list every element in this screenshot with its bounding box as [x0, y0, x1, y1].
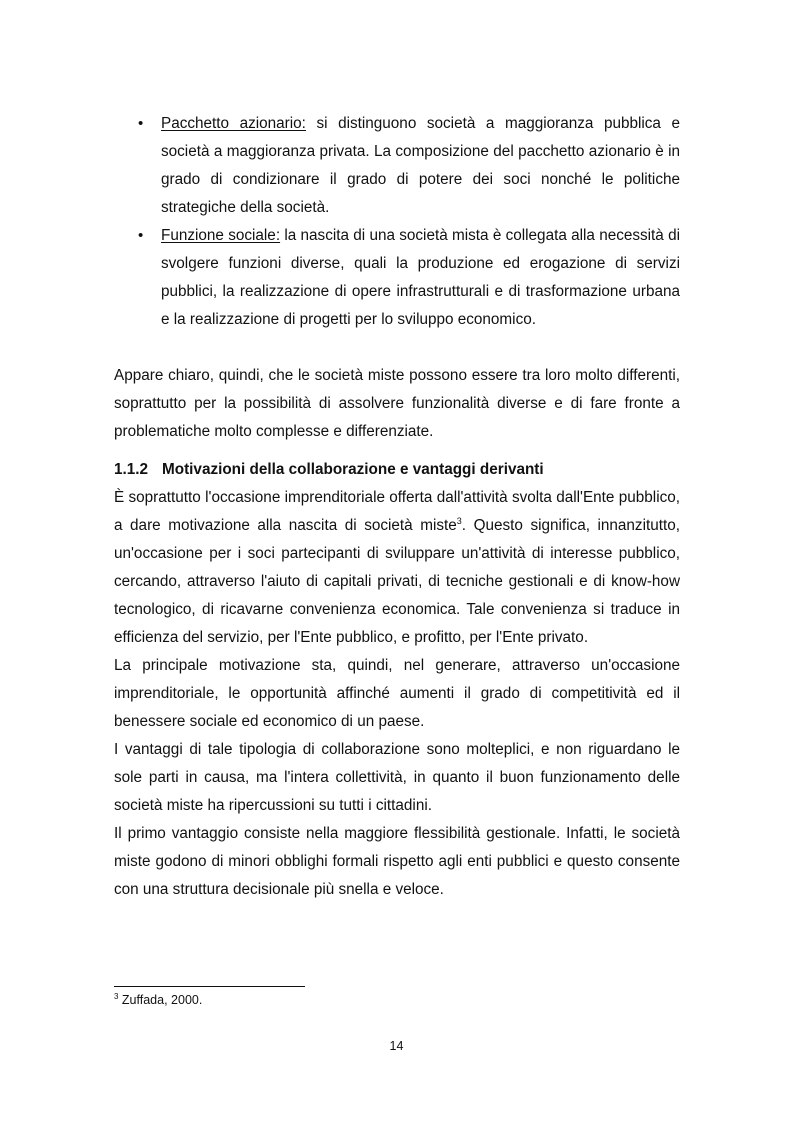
paragraph-2: La principale motivazione sta, quindi, nel generare, attraverso un'occasione imprenditoriale, le opportunità affinché aumenti il grado di competitività ed il benessere sociale ed economico di un paese. — [114, 657, 680, 730]
section-number: 1.1.2 — [114, 461, 149, 478]
paragraph-4: Il primo vantaggio consiste nella maggiore flessibilità gestionale. Infatti, le società miste godono di minori obblighi formali rispetto agli enti pubblici e questo consente con una struttura decisionale più snella e veloce. — [114, 825, 680, 898]
page-number: 14 — [389, 1039, 404, 1053]
intro-paragraph: Appare chiaro, quindi, che le società miste possono essere tra loro molto differenti, soprattutto per la possibilità di assolvere funzionalità diverse e di fare fronte a problematiche molto complesse e differenziate. — [114, 367, 680, 440]
paragraph-1 — [114, 484, 680, 652]
bullet-icon: • — [138, 227, 144, 244]
footnote-divider — [114, 986, 305, 987]
bullet-text: la nascita di una società mista è collegata alla necessità di svolgere funzioni diverse, quali la produzione ed erogazione di servizi pubblici, la realizzazione di opere infrastrutturali e di trasformazione urbana e la realizzazione di progetti per lo sviluppo economico. — [161, 227, 680, 328]
bullet-text: si distinguono società a maggioranza pubblica e società a maggioranza privata. La composizione del pacchetto azionario è in grado di condizionare il grado di potere dei soci nonché le politiche strategiche della società. — [161, 115, 680, 216]
page-body — [114, 110, 680, 904]
footnote — [114, 991, 202, 1009]
bullet-list — [114, 110, 680, 334]
bullet-term: Pacchetto azionario: — [161, 115, 306, 132]
footnote-reference[interactable]: 3 — [456, 515, 462, 526]
list-item — [138, 222, 680, 334]
paragraph-3: I vantaggi di tale tipologia di collaborazione sono molteplici, e non riguardano le sole parti in causa, ma l'intera collettività, in quanto il buon funzionamento delle società miste ha ripercussioni su tutti i cittadini. — [114, 741, 680, 814]
footnote-mark: 3 — [114, 991, 119, 1001]
paragraph-1-start: È soprattutto l'occasione imprenditoriale offerta dall'attività svolta dall'Ente pubblico, a dare motivazione alla nascita di società miste — [114, 489, 680, 534]
bullet-icon: • — [138, 115, 144, 132]
bullet-term: Funzione sociale: — [161, 227, 281, 244]
footnote-text: Zuffada, 2000. — [118, 993, 203, 1007]
section-heading — [114, 456, 680, 484]
section-title: Motivazioni della collaborazione e vantaggi derivanti — [162, 461, 544, 478]
list-item — [138, 110, 680, 222]
paragraph-1-end: . Questo significa, innanzitutto, un'occasione per i soci partecipanti di sviluppare un'attività di interesse pubblico, cercando, attraverso l'aiuto di capitali privati, di tecniche gestionali e di know-how tecnologico, di ricavarne convenienza economica. Tale convenienza si traduce in efficienza del servizio, per l'Ente pubblico, e profitto, per l'Ente privato. — [114, 517, 680, 646]
